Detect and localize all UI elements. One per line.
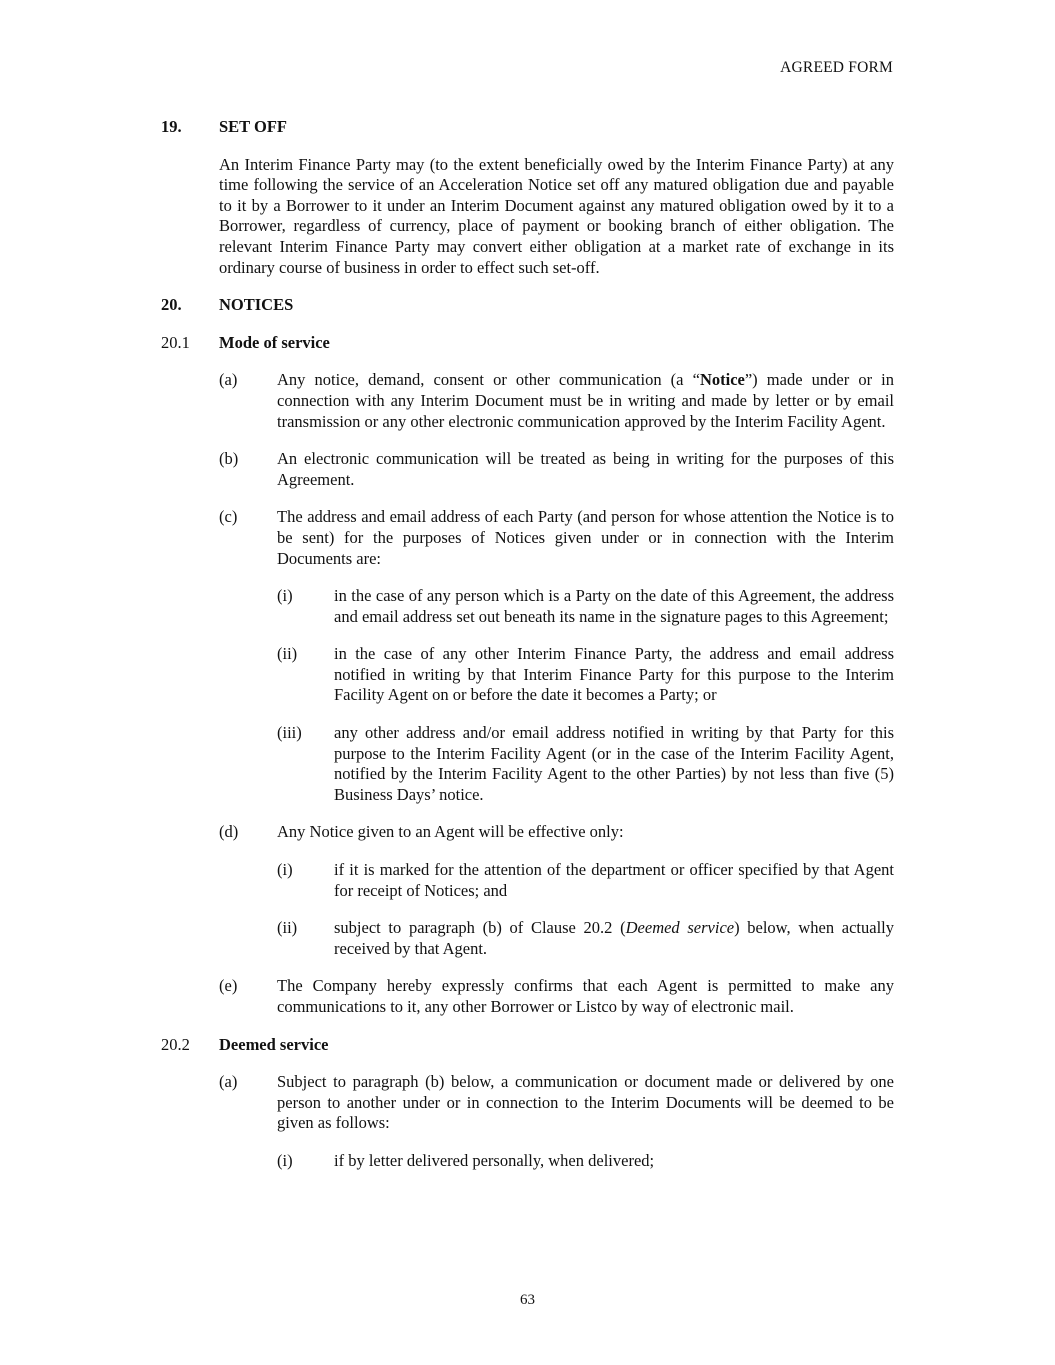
cross-reference-deemed-service: Deemed service [625,918,735,938]
subclause-title: Deemed service [219,1034,329,1054]
paragraph-text: in the case of any person which is a Party on the date of this Agreement, the address and email address set out beneath its name in the signature pages to this Agreement; [334,586,894,626]
clause-19-heading [161,117,894,138]
paragraph-label: (i) [277,586,293,606]
paragraph-label: (c) [219,507,238,527]
paragraph-label: (ii) [277,644,298,664]
subclause-number: 20.2 [161,1034,190,1054]
paragraph-20-1-a [161,370,894,432]
clause-number: 20. [161,295,182,315]
paragraph-text: any other address and/or email address notified in writing by that Party for this purpose to the Interim Facility Agent (or in the case of the Interim Facility Agent, notified by the Interim Facility Agent to the other Parties) by not less than five (5) Business Days’ notice. [334,723,894,804]
clause-title: SET OFF [219,117,288,136]
clause-20-heading [161,295,894,316]
page-header: AGREED FORM [780,59,893,76]
paragraph-20-1-c-ii [161,644,894,706]
subclause-title: Mode of service [219,332,330,352]
paragraph-20-2-a-i [161,1151,894,1172]
paragraph-label: (b) [219,449,239,469]
paragraph-label: (i) [277,860,293,880]
paragraph-20-1-b [161,449,894,490]
paragraph-label: (iii) [277,723,302,743]
document-body [161,117,894,1172]
paragraph-label: (e) [219,976,238,996]
defined-term-notice: Notice [699,370,745,390]
paragraph-text-post: ”) made under or in connection with any Interim Document must be in writing and made by letter or by email transmission or any other electronic communication approved by the Interim Facility Agent. [277,370,895,431]
subclause-20-2-heading [161,1035,894,1056]
clause-title: NOTICES [219,295,294,315]
page-number: 63 [520,1292,535,1308]
paragraph-text-pre: Any notice, demand, consent or other communication (a “ [277,370,700,390]
paragraph-text: if by letter delivered personally, when delivered; [334,1150,655,1170]
paragraph-text: The address and email address of each Party (and person for whose attention the Notice is to be sent) for the purposes of Notices given under or in connection with the Interim Documents are: [277,507,894,568]
subclause-20-1-heading [161,333,894,354]
paragraph-label: (a) [219,1072,238,1092]
subclause-number: 20.1 [161,332,190,352]
paragraph-label: (d) [219,822,239,842]
clause-number: 19. [161,117,182,136]
paragraph-text-pre: subject to paragraph (b) of Clause 20.2 ( [334,918,626,938]
paragraph-text: An electronic communication will be treated as being in writing for the purposes of this Agreement. [277,449,894,489]
paragraph-text: The Company hereby expressly confirms that each Agent is permitted to make any communications to it, any other Borrower or Listco by way of electronic mail. [277,976,894,1016]
paragraph-label: (i) [277,1150,293,1170]
paragraph-text: Subject to paragraph (b) below, a communication or document made or delivered by one person to another under or in connection to the Interim Documents will be deemed to be given as follows: [277,1072,894,1133]
paragraph-20-1-c-iii [161,723,894,805]
paragraph-text: if it is marked for the attention of the department or officer specified by that Agent for receipt of Notices; and [334,860,894,900]
paragraph-20-1-d-ii [161,918,894,959]
paragraph-20-1-d-i [161,860,894,901]
paragraph-20-1-c-i [161,586,894,627]
paragraph-text-post: ) below, when actually received by that Agent. [334,918,894,958]
paragraph-label: (ii) [277,918,298,938]
paragraph-text: Any Notice given to an Agent will be effective only: [277,822,624,842]
paragraph-20-2-a [161,1072,894,1134]
paragraph-label: (a) [219,370,238,390]
paragraph-20-1-e [161,976,894,1017]
clause-19-text: An Interim Finance Party may (to the extent beneficially owed by the Interim Finance Party) at any time following the service of an Acceleration Notice set off any matured obligation due and payable to it by a Borrower to it under an Interim Document against any matured obligation owed by it to a Borrower, regardless of currency, place of payment or booking branch of either obligation. The relevant Interim Finance Party may convert either obligation at a market rate of exchange in its ordinary course of business in order to effect such set-off. [219,154,894,277]
paragraph-20-1-c [161,507,894,569]
paragraph-text: in the case of any other Interim Finance Party, the address and email address notified in writing by that Interim Finance Party for this purpose to the Interim Facility Agent on or before the date it becomes a Party; or [334,644,894,705]
paragraph-20-1-d [161,822,894,843]
